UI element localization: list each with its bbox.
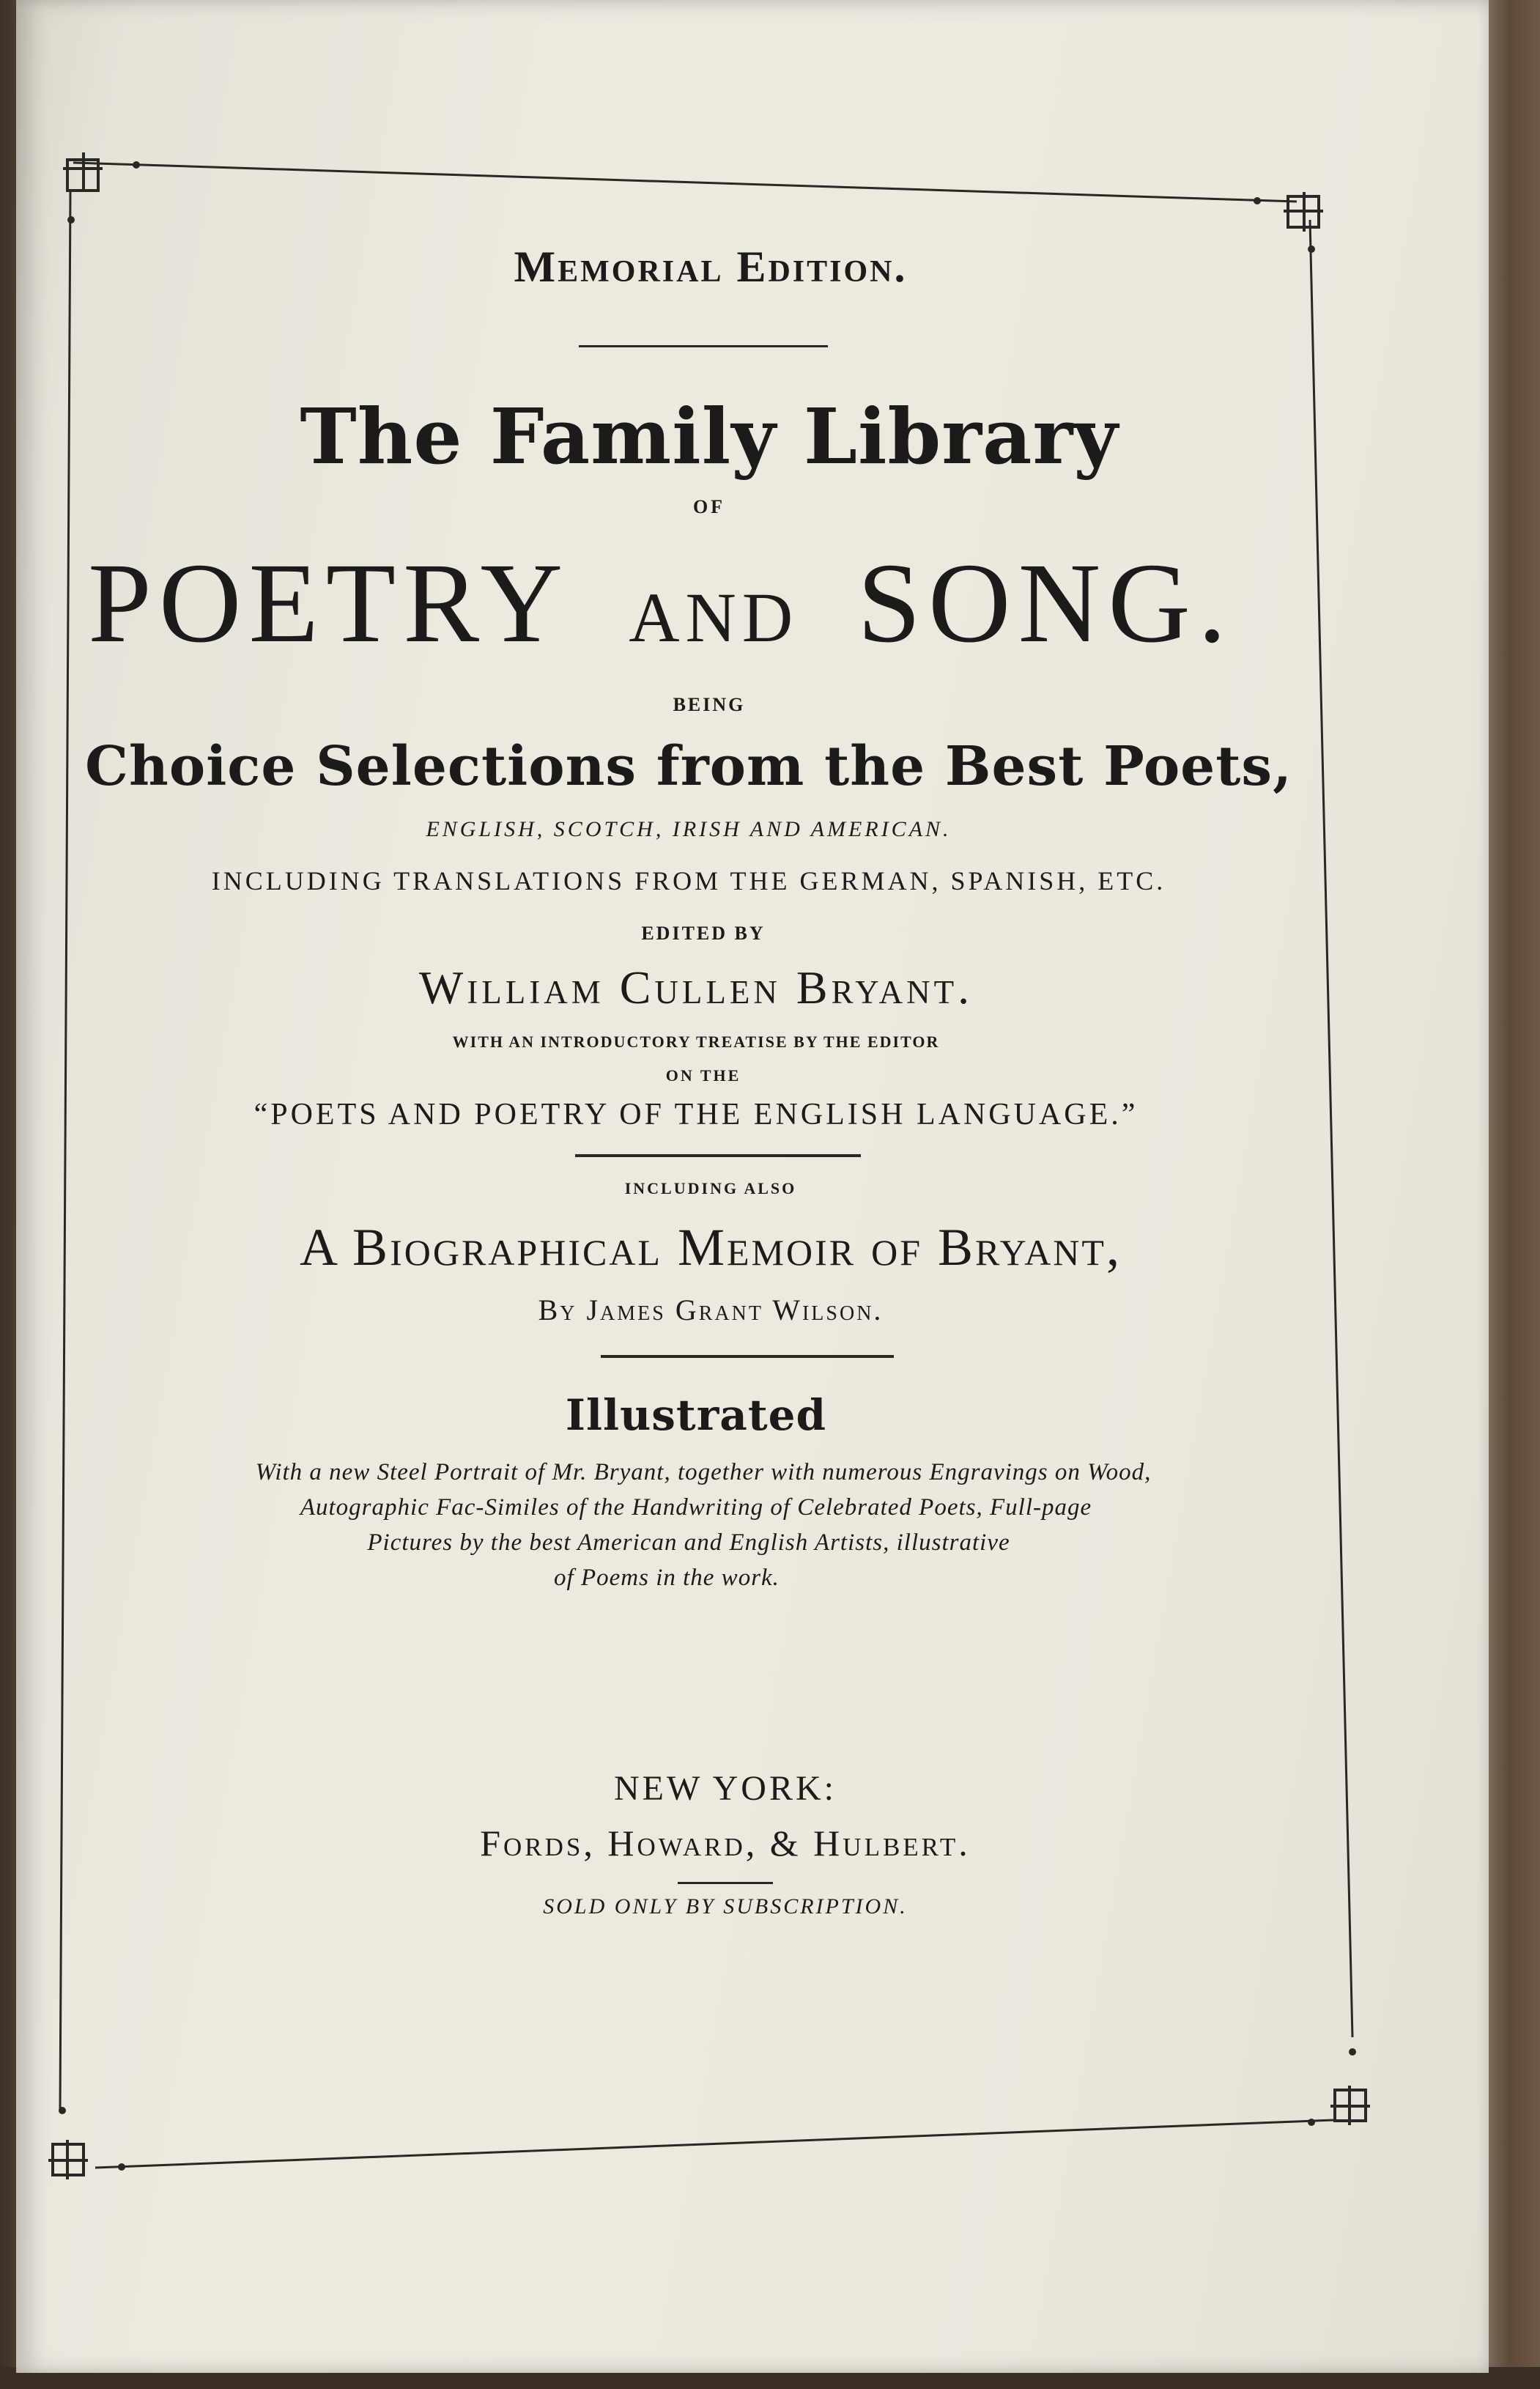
publisher-name: Fords, Howard, & Hulbert. — [480, 1823, 971, 1864]
library-title: The Family Library — [300, 391, 1119, 481]
ornamental-divider — [579, 345, 828, 347]
illustration-line: Autographic Fac-Similes of the Handwriting of Celebrated Poets, Full-page — [300, 1494, 1092, 1521]
including-also-label: INCLUDING ALSO — [624, 1179, 797, 1197]
publisher-city: NEW YORK: — [614, 1769, 837, 1808]
section-divider — [601, 1355, 894, 1358]
main-title-poetry: POETRY — [88, 539, 571, 666]
treatise-line: WITH AN INTRODUCTORY TREATISE BY THE EDITOR — [452, 1033, 940, 1051]
editor-name: William Cullen Bryant. — [418, 961, 974, 1013]
illustration-line: With a new Steel Portrait of Mr. Bryant, together with numerous Engravings on Wood, — [255, 1459, 1152, 1485]
frame-top-line — [73, 163, 1297, 202]
frame-bottom-line — [95, 2120, 1333, 2168]
subscription-note: SOLD ONLY BY SUBSCRIPTION. — [543, 1894, 908, 1919]
main-title-and: AND — [629, 578, 799, 657]
edition-label: Memorial Edition. — [514, 243, 908, 291]
frame-left-line — [60, 192, 70, 2111]
main-title — [53, 537, 1269, 669]
publisher-divider — [678, 1882, 773, 1884]
illustration-line: of Poems in the work. — [554, 1565, 780, 1591]
illustration-line: Pictures by the best American and English Artists, illustrative — [367, 1529, 1010, 1556]
origins-line: ENGLISH, SCOTCH, IRISH AND AMERICAN. — [426, 817, 952, 841]
illustrated-heading: Illustrated — [565, 1390, 827, 1440]
section-divider — [575, 1154, 861, 1157]
on-the-label: ON THE — [665, 1066, 741, 1085]
of-label: OF — [692, 496, 726, 517]
translations-line: INCLUDING TRANSLATIONS FROM THE GERMAN, SPANISH, ETC. — [211, 866, 1166, 896]
title-page-content — [85, 220, 1326, 1919]
main-title-song: SONG. — [857, 539, 1234, 666]
memoir-author: By James Grant Wilson. — [538, 1293, 884, 1326]
being-label: BEING — [673, 694, 746, 715]
memoir-title: A Biographical Memoir of Bryant, — [300, 1218, 1122, 1277]
treatise-title: “POETS AND POETRY OF THE ENGLISH LANGUAGE.” — [253, 1098, 1139, 1131]
illustration-description — [110, 1455, 1326, 1595]
selections-subtitle: Choice Selections from the Best Poets, — [85, 735, 1292, 798]
edited-by-label: EDITED BY — [641, 923, 766, 944]
